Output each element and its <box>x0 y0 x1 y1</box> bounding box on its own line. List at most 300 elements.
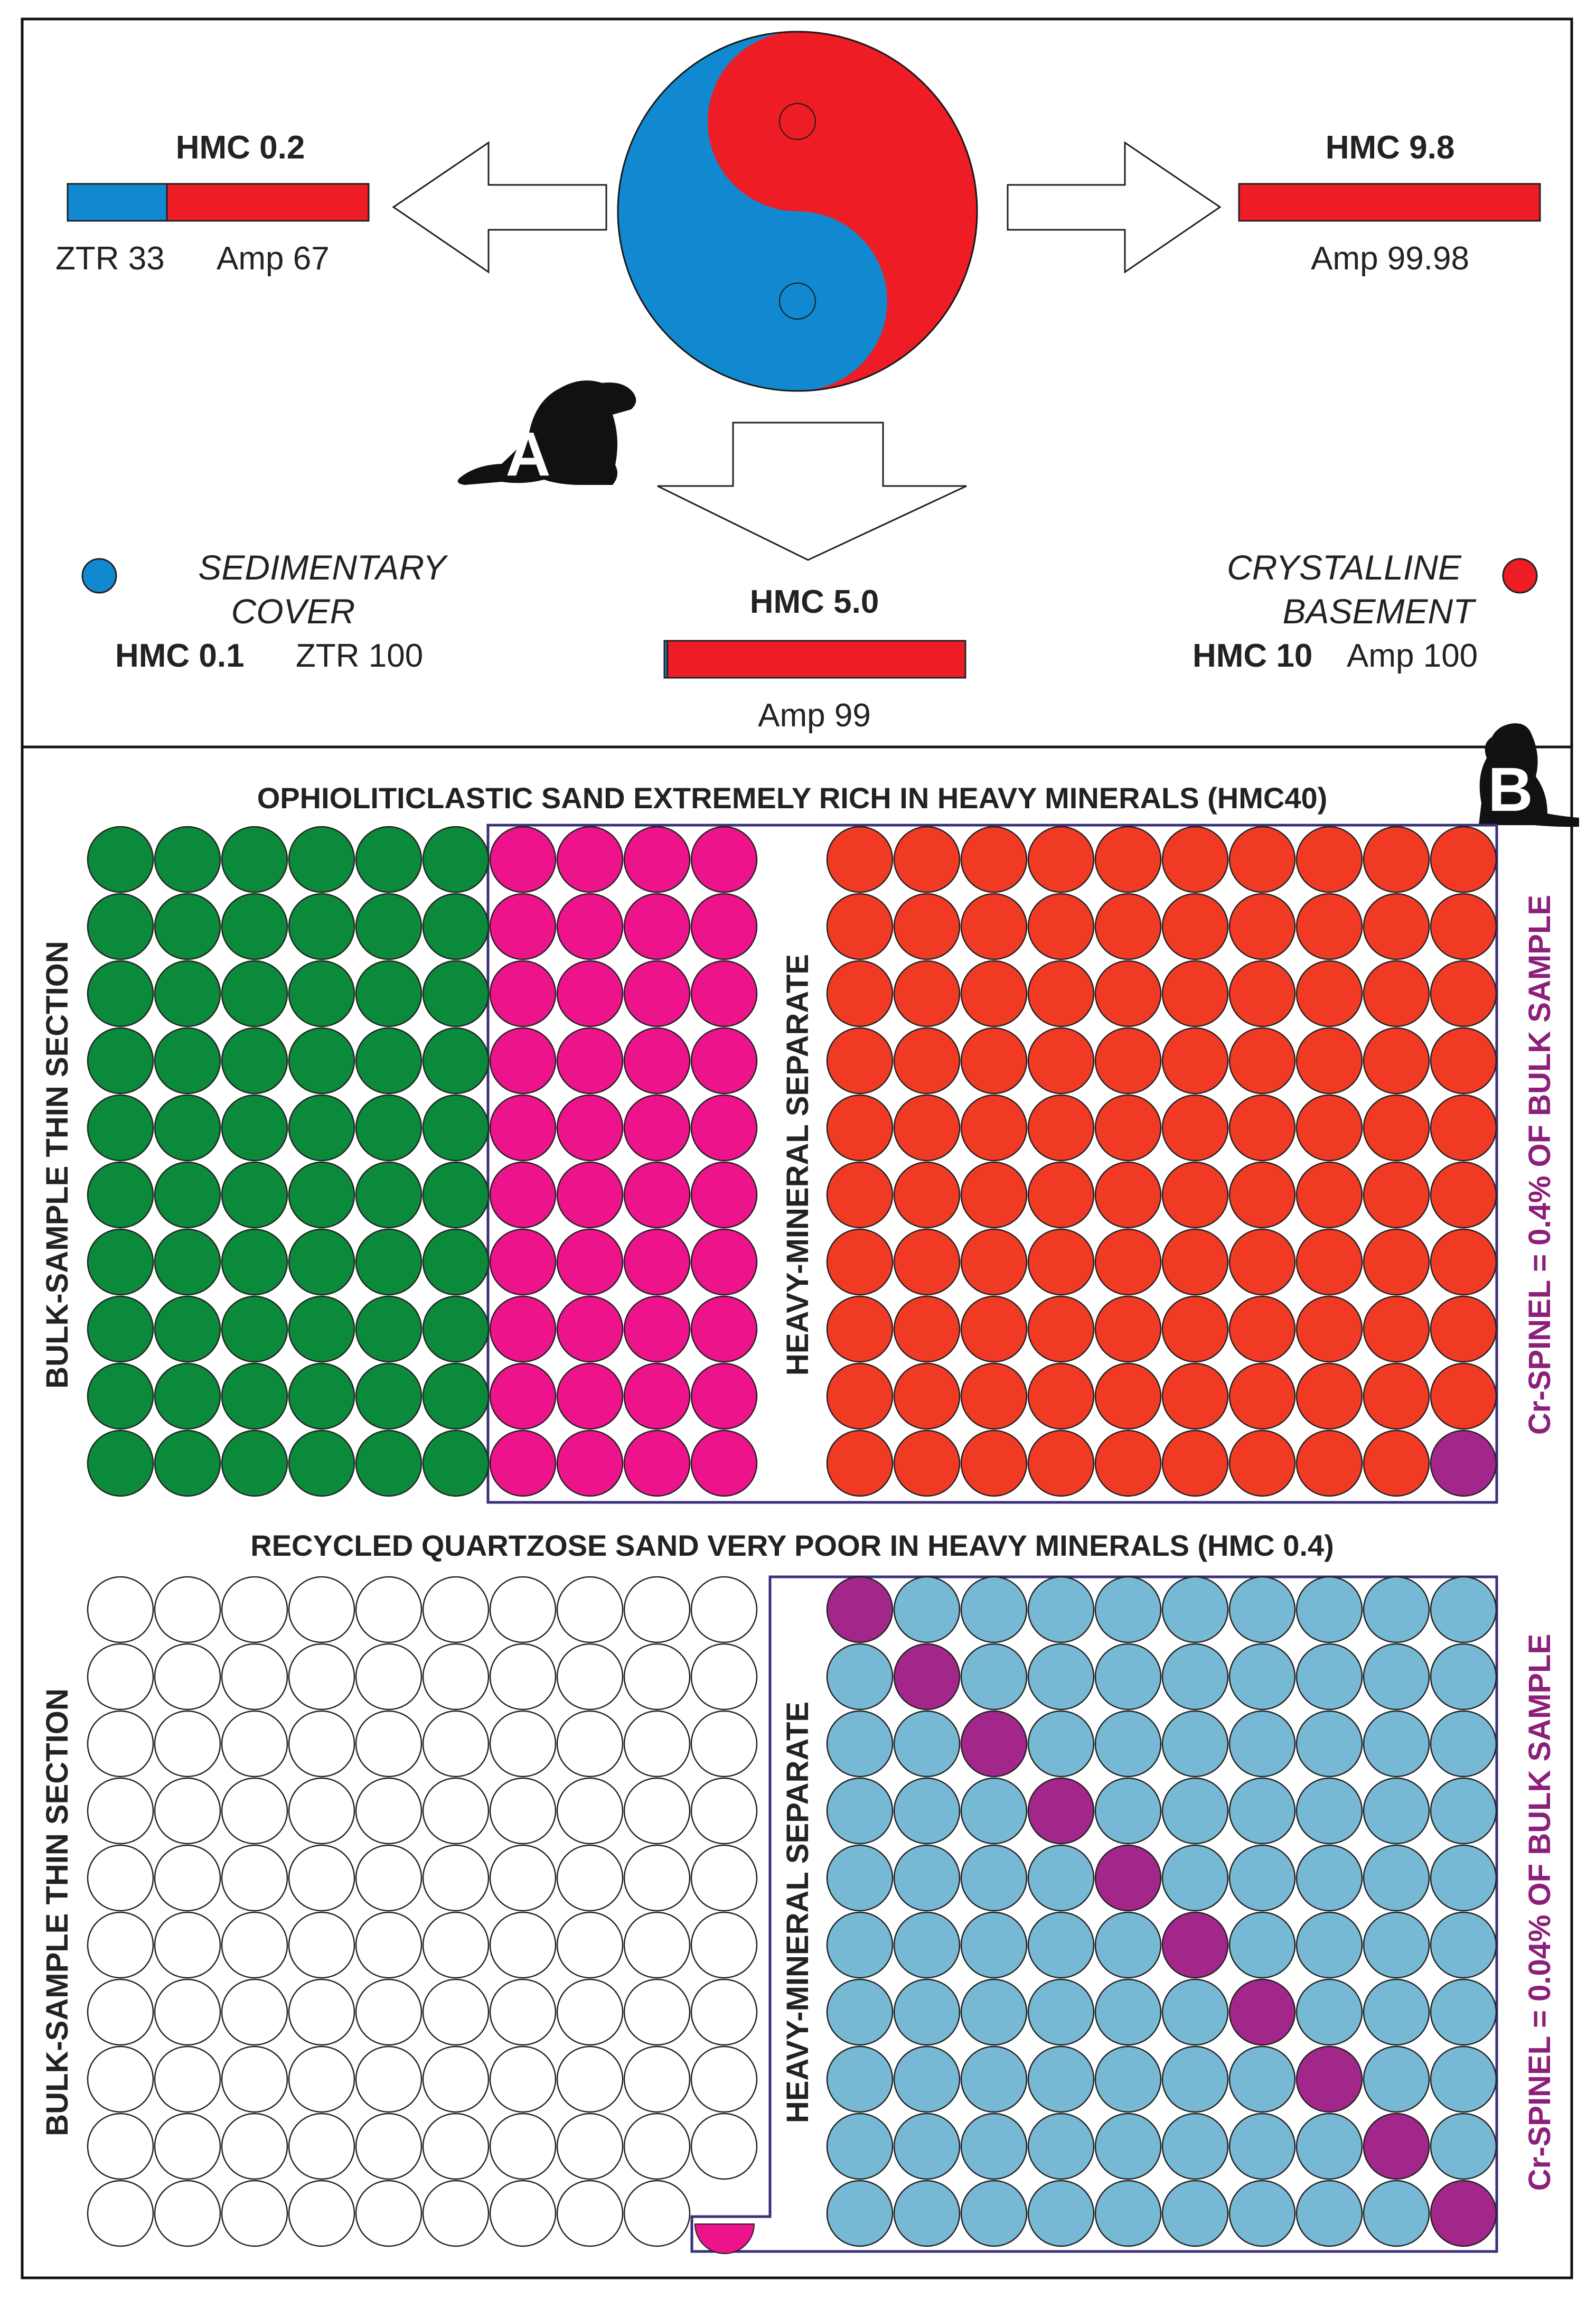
heavy-grain <box>1364 1162 1429 1228</box>
heavy-grain <box>1229 1577 1295 1642</box>
green-grain <box>423 1028 489 1094</box>
green-grain <box>155 827 220 892</box>
magenta-grain <box>490 1095 556 1161</box>
quartz-grain <box>557 2181 623 2246</box>
green-grain <box>222 1162 287 1228</box>
magenta-grain <box>691 1296 757 1362</box>
magenta-grain <box>691 1028 757 1094</box>
quartz-grain <box>88 1912 153 1978</box>
green-grain <box>423 1296 489 1362</box>
green-grain <box>88 827 153 892</box>
heavy-grain <box>1229 1711 1295 1777</box>
green-grain <box>356 1095 421 1161</box>
quartz-grain <box>624 1711 690 1777</box>
heavy-grain <box>1095 1979 1161 2045</box>
heavy-grain <box>1297 2181 1362 2246</box>
heavy-grain <box>1297 961 1362 1026</box>
heavy-grain <box>1229 1229 1295 1295</box>
quartz-grain <box>222 1979 287 2045</box>
heavy-grain <box>1364 1363 1429 1429</box>
heavy-grain <box>1028 1711 1094 1777</box>
heavy-grain <box>1364 1778 1429 1844</box>
heavy-grain <box>1162 1431 1228 1496</box>
sedimentary-name-line2: COVER <box>231 592 355 631</box>
green-grain <box>88 1431 153 1496</box>
bottom-separate-label: HEAVY-MINERAL SEPARATE <box>781 1701 815 2124</box>
green-grain <box>289 1229 354 1295</box>
heavy-grain <box>1095 1778 1161 1844</box>
heavy-grain <box>1364 1912 1429 1978</box>
heavy-grain <box>1028 1296 1094 1362</box>
bottom-bulk-label: BULK-SAMPLE THIN SECTION <box>40 1688 74 2136</box>
heavy-grain <box>1364 2046 1429 2112</box>
magenta-grain <box>490 1363 556 1429</box>
heavy-grain <box>1028 2046 1094 2112</box>
quartz-grain <box>222 2181 287 2246</box>
bottom-separate-grid <box>827 1577 1496 2246</box>
quartz-grain <box>624 1778 690 1844</box>
heavy-grain <box>1297 1431 1362 1496</box>
heavy-grain <box>827 1363 893 1429</box>
quartz-grain <box>289 2181 354 2246</box>
heavy-grain <box>1095 1912 1161 1978</box>
heavy-grain <box>1364 1644 1429 1709</box>
green-grain <box>289 1028 354 1094</box>
heavy-grain <box>1095 1577 1161 1642</box>
quartz-grain <box>88 1711 153 1777</box>
top-title: OPHIOLITICLASTIC SAND EXTREMELY RICH IN HEAVY MINERALS (HMC40) <box>257 781 1328 815</box>
quartz-grain <box>88 1845 153 1911</box>
heavy-grain <box>1431 894 1496 959</box>
quartz-grain <box>490 1577 556 1642</box>
heavy-grain <box>1297 1711 1362 1777</box>
heavy-grain <box>1028 2114 1094 2179</box>
quartz-grain <box>691 1711 757 1777</box>
heavy-grain <box>1095 2046 1161 2112</box>
quartz-grain <box>289 1979 354 2045</box>
heavy-grain <box>1297 1363 1362 1429</box>
green-grain <box>222 827 287 892</box>
panel-b <box>40 723 1579 2254</box>
heavy-grain <box>1431 1229 1496 1295</box>
crystalline-dot-icon <box>1503 559 1537 593</box>
green-grain <box>289 1162 354 1228</box>
heavy-grain <box>1297 1778 1362 1844</box>
quartz-grain <box>557 1912 623 1978</box>
heavy-grain <box>827 1711 893 1777</box>
heavy-grain <box>961 1577 1027 1642</box>
heavy-grain <box>894 1845 960 1911</box>
right-result-amp-bar <box>1239 184 1540 221</box>
quartz-grain <box>490 2181 556 2246</box>
heavy-grain <box>1364 1845 1429 1911</box>
spinel-grain <box>1095 1845 1161 1911</box>
quartz-grain <box>222 1711 287 1777</box>
quartz-grain <box>557 1979 623 2045</box>
quartz-grain <box>423 1778 489 1844</box>
green-grain <box>155 1296 220 1362</box>
bottom-result-amp-label: Amp 99 <box>758 697 871 734</box>
heavy-grain <box>1095 894 1161 959</box>
heavy-grain <box>1028 1644 1094 1709</box>
top-bulk-label: BULK-SAMPLE THIN SECTION <box>40 941 74 1389</box>
green-grain <box>356 1028 421 1094</box>
heavy-grain <box>1364 1296 1429 1362</box>
heavy-grain <box>1028 1095 1094 1161</box>
top-separate-grid <box>827 827 1496 1496</box>
magenta-grain <box>557 1095 623 1161</box>
quartz-grain <box>356 1577 421 1642</box>
quartz-grain <box>490 1711 556 1777</box>
quartz-grain <box>356 2181 421 2246</box>
left-result-title: HMC 0.2 <box>175 129 305 166</box>
quartz-grain <box>155 1644 220 1709</box>
magenta-grain <box>624 1363 690 1429</box>
heavy-grain <box>1364 961 1429 1026</box>
heavy-grain <box>894 1296 960 1362</box>
bottom-result-title: HMC 5.0 <box>749 584 879 620</box>
right-arrow-icon <box>1008 143 1220 272</box>
heavy-grain <box>1364 894 1429 959</box>
green-grain <box>289 1363 354 1429</box>
magenta-grain <box>691 961 757 1026</box>
heavy-grain <box>1095 2181 1161 2246</box>
heavy-grain <box>827 1028 893 1094</box>
heavy-grain <box>961 1912 1027 1978</box>
green-grain <box>356 1162 421 1228</box>
green-grain <box>88 1028 153 1094</box>
green-grain <box>155 1431 220 1496</box>
quartz-grain <box>356 1979 421 2045</box>
magenta-grain <box>691 894 757 959</box>
magenta-grain <box>490 1162 556 1228</box>
heavy-grain <box>1028 1979 1094 2045</box>
magenta-grain <box>490 1028 556 1094</box>
heavy-grain <box>1364 1711 1429 1777</box>
magenta-grain <box>624 1095 690 1161</box>
magenta-grain <box>490 1229 556 1295</box>
magenta-grain <box>557 961 623 1026</box>
green-grain <box>423 961 489 1026</box>
heavy-grain <box>1431 1577 1496 1642</box>
heavy-grain <box>961 894 1027 959</box>
heavy-grain <box>1095 1229 1161 1295</box>
green-grain <box>423 1229 489 1295</box>
quartz-grain <box>691 1845 757 1911</box>
heavy-grain <box>1229 1778 1295 1844</box>
magenta-grain <box>557 1162 623 1228</box>
magenta-grain <box>490 827 556 892</box>
heavy-grain <box>1028 2181 1094 2246</box>
green-grain <box>222 1431 287 1496</box>
quartz-grain <box>88 1644 153 1709</box>
spinel-grain <box>1162 1912 1228 1978</box>
right-result-amp-label: Amp 99.98 <box>1311 240 1469 277</box>
top-bulk-grid <box>88 827 757 1496</box>
heavy-grain <box>1162 1711 1228 1777</box>
green-grain <box>423 1431 489 1496</box>
green-grain <box>356 894 421 959</box>
heavy-grain <box>1095 1095 1161 1161</box>
green-grain <box>88 961 153 1026</box>
quartz-grain <box>557 1577 623 1642</box>
green-grain <box>289 1095 354 1161</box>
marmot-a-icon <box>458 380 636 489</box>
heavy-grain <box>1095 1644 1161 1709</box>
green-grain <box>222 1095 287 1161</box>
spinel-grain <box>894 1644 960 1709</box>
heavy-grain <box>961 827 1027 892</box>
quartz-grain <box>356 1912 421 1978</box>
heavy-grain <box>1229 2181 1295 2246</box>
heavy-grain <box>1431 1711 1496 1777</box>
spinel-grain <box>1028 1778 1094 1844</box>
heavy-grain <box>1028 1162 1094 1228</box>
heavy-grain <box>961 961 1027 1026</box>
heavy-grain <box>1364 1028 1429 1094</box>
quartz-grain <box>155 1912 220 1978</box>
heavy-grain <box>894 1431 960 1496</box>
left-result-ztr-label: ZTR 33 <box>55 240 165 277</box>
quartz-grain <box>423 1577 489 1642</box>
heavy-grain <box>827 961 893 1026</box>
bottom-spinel-label: Cr-SPINEL = 0.04% OF BULK SAMPLE <box>1523 1633 1557 2191</box>
magenta-grain <box>691 827 757 892</box>
bottom-result-amp-bar <box>668 641 965 678</box>
quartz-grain <box>88 1577 153 1642</box>
heavy-grain <box>1162 1979 1228 2045</box>
spinel-grain <box>1229 1979 1295 2045</box>
heavy-grain <box>961 1431 1027 1496</box>
heavy-grain <box>894 1912 960 1978</box>
heavy-grain <box>1028 961 1094 1026</box>
spinel-grain <box>1364 2114 1429 2179</box>
spinel-grain <box>1297 2046 1362 2112</box>
heavy-grain <box>827 1778 893 1844</box>
heavy-grain <box>1431 1845 1496 1911</box>
heavy-grain <box>1229 1845 1295 1911</box>
quartz-grain <box>624 1979 690 2045</box>
magenta-grain <box>624 827 690 892</box>
green-grain <box>222 1296 287 1362</box>
quartz-grain <box>490 1778 556 1844</box>
heavy-grain <box>827 1644 893 1709</box>
crystalline-hmc: HMC 10 <box>1193 638 1313 674</box>
heavy-grain <box>1229 1162 1295 1228</box>
quartz-grain <box>222 2046 287 2112</box>
quartz-grain <box>155 2181 220 2246</box>
quartz-grain <box>155 2114 220 2179</box>
heavy-grain <box>1297 1912 1362 1978</box>
magenta-grain <box>624 1028 690 1094</box>
heavy-grain <box>961 1095 1027 1161</box>
heavy-grain <box>961 1845 1027 1911</box>
quartz-grain <box>624 2046 690 2112</box>
heavy-grain <box>827 894 893 959</box>
heavy-grain <box>1162 961 1228 1026</box>
quartz-grain <box>557 2114 623 2179</box>
heavy-grain <box>961 1162 1027 1228</box>
quartz-grain <box>88 2114 153 2179</box>
heavy-grain <box>1229 2114 1295 2179</box>
green-grain <box>289 1431 354 1496</box>
heavy-grain <box>827 1162 893 1228</box>
heavy-grain <box>894 894 960 959</box>
heavy-grain <box>1162 1845 1228 1911</box>
green-grain <box>88 1363 153 1429</box>
green-grain <box>356 1363 421 1429</box>
magenta-grain <box>557 1296 623 1362</box>
heavy-grain <box>827 1431 893 1496</box>
yin-yang-icon <box>618 32 977 391</box>
heavy-grain <box>961 1028 1027 1094</box>
quartz-grain <box>222 1644 287 1709</box>
quartz-grain <box>490 2046 556 2112</box>
magenta-grain <box>624 961 690 1026</box>
green-grain <box>289 961 354 1026</box>
sedimentary-dot-icon <box>82 559 116 593</box>
crystalline-name-line1: CRYSTALLINE <box>1227 548 1461 587</box>
heavy-grain <box>1297 827 1362 892</box>
heavy-grain <box>1431 1095 1496 1161</box>
quartz-grain <box>155 2046 220 2112</box>
heavy-grain <box>1229 1431 1295 1496</box>
heavy-grain <box>961 1363 1027 1429</box>
quartz-grain <box>691 1577 757 1642</box>
heavy-grain <box>961 1229 1027 1295</box>
heavy-grain <box>894 1028 960 1094</box>
green-grain <box>155 1162 220 1228</box>
quartz-grain <box>624 1912 690 1978</box>
heavy-grain <box>894 1229 960 1295</box>
quartz-grain <box>155 1979 220 2045</box>
quartz-grain <box>155 1577 220 1642</box>
quartz-grain <box>490 1912 556 1978</box>
green-grain <box>88 1095 153 1161</box>
heavy-grain <box>1162 2114 1228 2179</box>
heavy-grain <box>1431 827 1496 892</box>
heavy-grain <box>1431 1912 1496 1978</box>
heavy-grain <box>1431 1979 1496 2045</box>
quartz-grain <box>289 1778 354 1844</box>
heavy-grain <box>1162 1296 1228 1362</box>
quartz-grain <box>289 1845 354 1911</box>
magenta-grain <box>490 1431 556 1496</box>
heavy-grain <box>1229 1296 1295 1362</box>
heavy-grain <box>1431 1162 1496 1228</box>
quartz-grain <box>624 1577 690 1642</box>
heavy-grain <box>1229 1363 1295 1429</box>
spinel-grain <box>1431 1431 1496 1496</box>
green-grain <box>88 1296 153 1362</box>
panel-a <box>55 32 1540 734</box>
green-grain <box>155 894 220 959</box>
heavy-grain <box>1297 1229 1362 1295</box>
heavy-grain <box>1297 1979 1362 2045</box>
heavy-grain <box>1364 1095 1429 1161</box>
heavy-grain <box>1229 1912 1295 1978</box>
heavy-grain <box>961 1778 1027 1844</box>
magenta-grain <box>490 894 556 959</box>
quartz-grain <box>557 1711 623 1777</box>
heavy-grain <box>1162 1778 1228 1844</box>
left-result-ztr-bar <box>68 184 167 221</box>
quartz-grain <box>691 2114 757 2179</box>
sedimentary-name-line1: SEDIMENTARY <box>198 548 446 587</box>
green-grain <box>423 1363 489 1429</box>
quartz-grain <box>691 1644 757 1709</box>
heavy-grain <box>1028 1577 1094 1642</box>
heavy-grain <box>1095 1431 1161 1496</box>
heavy-grain <box>1431 1778 1496 1844</box>
heavy-grain <box>961 1979 1027 2045</box>
sedimentary-ztr: ZTR 100 <box>296 638 424 674</box>
quartz-grain <box>490 1644 556 1709</box>
quartz-grain <box>222 2114 287 2179</box>
quartz-grain <box>222 1845 287 1911</box>
heavy-grain <box>1229 1095 1295 1161</box>
magenta-grain <box>557 827 623 892</box>
heavy-grain <box>894 1778 960 1844</box>
green-grain <box>356 1229 421 1295</box>
quartz-grain <box>691 2046 757 2112</box>
left-result-amp-label: Amp 67 <box>217 240 330 277</box>
heavy-grain <box>1162 1229 1228 1295</box>
right-result-title: HMC 9.8 <box>1325 129 1455 166</box>
quartz-grain <box>423 2046 489 2112</box>
heavy-grain <box>1162 1095 1228 1161</box>
magenta-grain <box>691 1095 757 1161</box>
quartz-grain <box>289 1577 354 1642</box>
heavy-grain <box>894 1711 960 1777</box>
quartz-grain <box>624 2114 690 2179</box>
magenta-grain <box>691 1229 757 1295</box>
heavy-grain <box>1095 1711 1161 1777</box>
heavy-grain <box>827 1095 893 1161</box>
heavy-grain <box>1028 1431 1094 1496</box>
magenta-grain <box>557 1363 623 1429</box>
spinel-grain <box>961 1711 1027 1777</box>
heavy-grain <box>1162 2181 1228 2246</box>
green-grain <box>289 1296 354 1362</box>
green-grain <box>155 961 220 1026</box>
green-grain <box>356 827 421 892</box>
magenta-grain <box>624 1296 690 1362</box>
heavy-grain <box>1095 1028 1161 1094</box>
green-grain <box>222 894 287 959</box>
quartz-grain <box>155 1711 220 1777</box>
green-grain <box>356 961 421 1026</box>
crystalline-amp: Amp 100 <box>1347 638 1478 674</box>
heavy-grain <box>1297 1577 1362 1642</box>
magenta-grain <box>624 1431 690 1496</box>
quartz-grain <box>289 1711 354 1777</box>
heavy-grain <box>1162 1363 1228 1429</box>
heavy-grain <box>1162 827 1228 892</box>
magenta-grain <box>490 1296 556 1362</box>
quartz-grain <box>88 2181 153 2246</box>
heavy-grain <box>1297 1028 1362 1094</box>
green-grain <box>222 1028 287 1094</box>
green-grain <box>155 1028 220 1094</box>
quartz-grain <box>423 1979 489 2045</box>
heavy-grain <box>1431 961 1496 1026</box>
green-grain <box>423 1162 489 1228</box>
heavy-grain <box>1431 1296 1496 1362</box>
quartz-grain <box>691 1778 757 1844</box>
heavy-grain <box>1028 1028 1094 1094</box>
heavy-grain <box>894 827 960 892</box>
